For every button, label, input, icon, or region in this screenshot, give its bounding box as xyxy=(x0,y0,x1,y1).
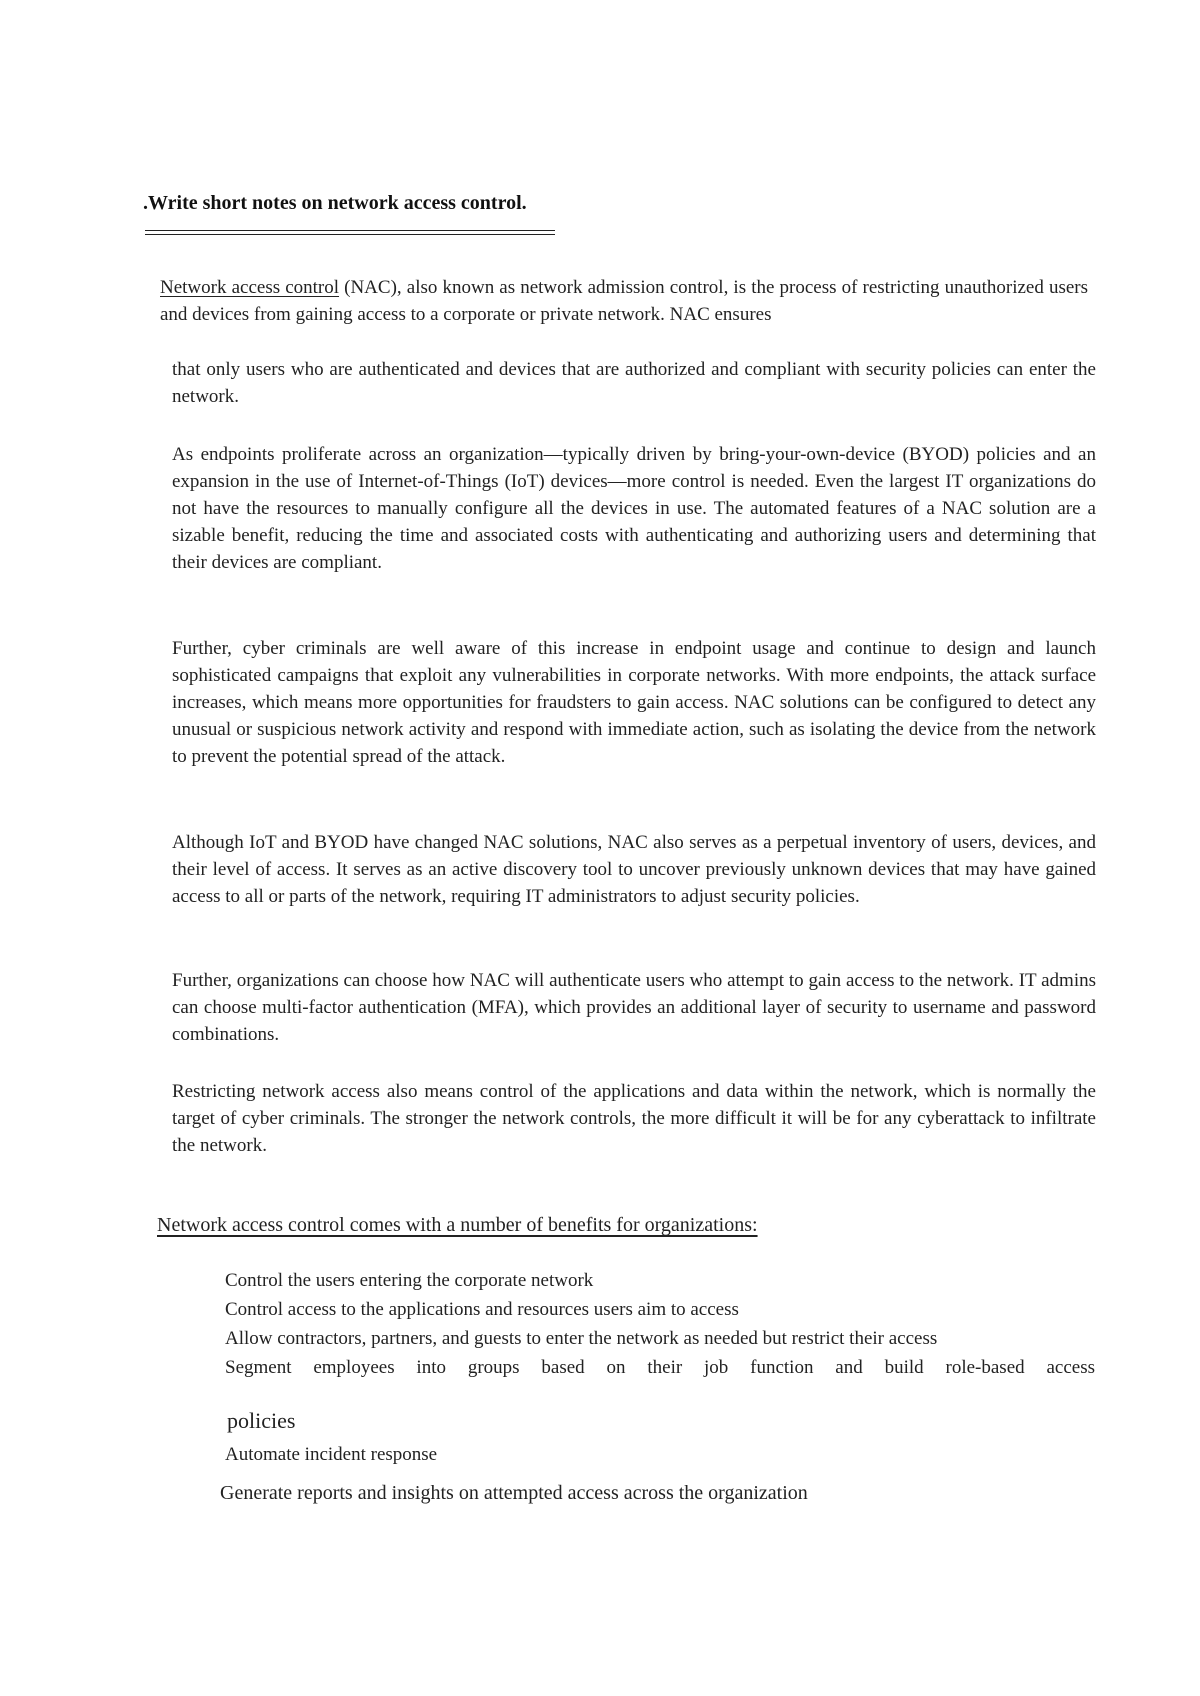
paragraph-cyber-criminals: Further, cyber criminals are well aware of this increase in endpoint usage and continue to design and launch sophisticated campaigns that exploit any vulnerabilities in corporate networks. With more endpoints, the attack surface increases, which means more opportunities for fraudsters to gain access. NAC solutions can be configured to detect any unusual or suspicious network activity and respond with immediate action, such as isolating the device from the network to prevent the potential spread of the attack. xyxy=(172,638,1096,767)
benefit-item: Allow contractors, partners, and guests to enter the network as needed but restrict their access xyxy=(225,1328,938,1349)
benefit-item-continuation: policies xyxy=(227,1408,296,1433)
intro-paragraph xyxy=(160,274,1088,328)
benefit-item: Control access to the applications and resources users aim to access xyxy=(225,1299,739,1320)
benefit-item: Segment employees into groups based on their job function and build role-based access xyxy=(225,1357,1095,1378)
benefit-item: Control the users entering the corporate network xyxy=(225,1270,594,1291)
nac-link-text: Network access control xyxy=(160,277,340,298)
benefits-heading: Network access control comes with a number of benefits for organizations: xyxy=(157,1214,758,1236)
question-heading: .Write short notes on network access control. xyxy=(143,192,527,214)
benefit-item: Automate incident response xyxy=(225,1444,438,1465)
heading-double-underline xyxy=(145,230,555,235)
intro-paragraph-continuation: that only users who are authenticated and devices that are authorized and compliant with security policies can enter the network. xyxy=(172,359,1096,407)
intro-paragraph-text: (NAC), also known as network admission control, is the process of restricting unauthorized users and devices from gaining access to a corporate or private network. NAC ensures xyxy=(160,277,1088,325)
paragraph-authentication: Further, organizations can choose how NAC will authenticate users who attempt to gain access to the network. IT admins can choose multi-factor authentication (MFA), which provides an additional layer of security to username and password combinations. xyxy=(172,970,1096,1045)
paragraph-inventory: Although IoT and BYOD have changed NAC solutions, NAC also serves as a perpetual inventory of users, devices, and their level of access. It serves as an active discovery tool to uncover previously unknown devices that may have gained access to all or parts of the network, requiring IT administrators to adjust security policies. xyxy=(172,832,1096,907)
benefit-item: Generate reports and insights on attempted access across the organization xyxy=(220,1482,808,1504)
paragraph-byod: As endpoints proliferate across an organization—typically driven by bring-your-own-device (BYOD) policies and an expansion in the use of Internet-of-Things (IoT) devices—more control is needed. Even the largest IT organizations do not have the resources to manually configure all the devices in use. The automated features of a NAC solution are a sizable benefit, reducing the time and associated costs with authenticating and authorizing users and determining that their devices are compliant. xyxy=(172,444,1096,573)
paragraph-restricting-access: Restricting network access also means control of the applications and data within the network, which is normally the target of cyber criminals. The stronger the network controls, the more difficult it will be for any cyberattack to infiltrate the network. xyxy=(172,1081,1096,1156)
